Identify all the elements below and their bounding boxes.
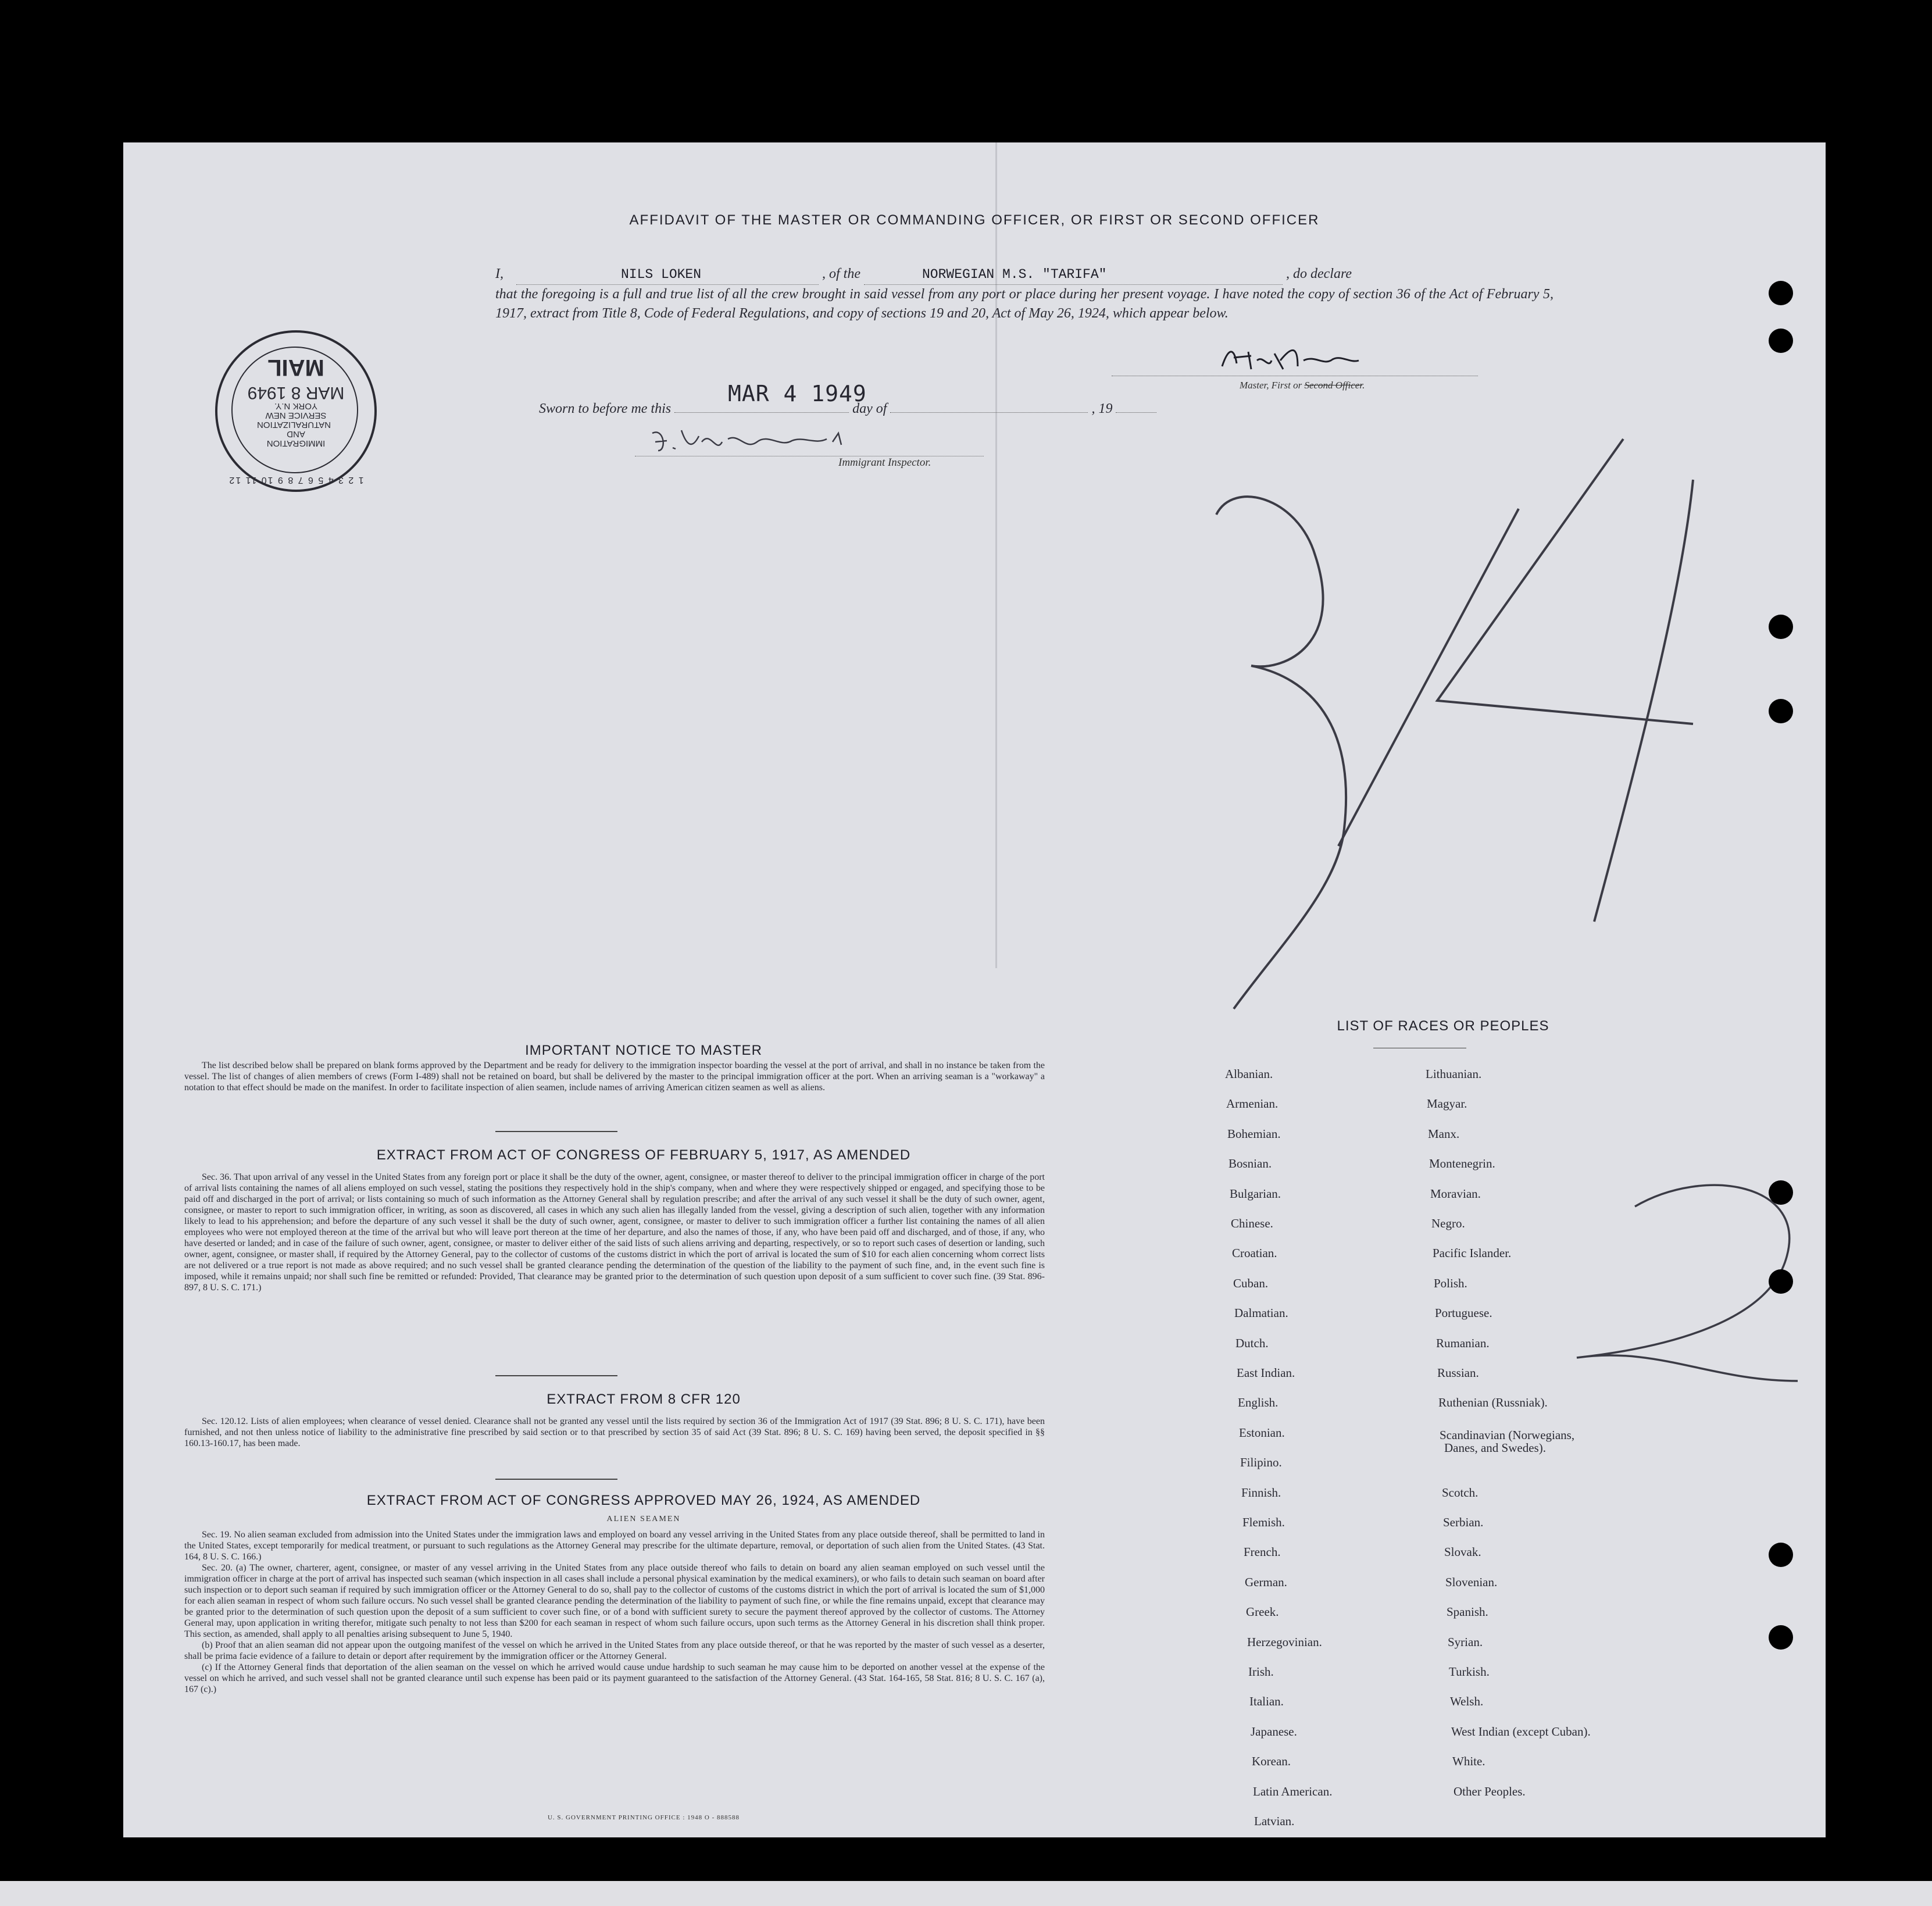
extract-1917-text: Sec. 36. That upon arrival of any vessel in the United States from any foreign port or place it shall be the duty of the owner, agent, consignee, or master thereof to deliver to the principal immigration officer in charge of the port of arrival lists containing the names of all aliens employed on such vessel, stating the positions they respectively hold in the ship's company, when and where they were respectively shipped or engaged, and specifying those to be paid off and discharged in the port of arrival; or lists containing so much of such information as the Attorney General shall by regulation prescribe; and after the arrival of any such vessel it shall be the duty of such owner, agent, consignee, or master to report to such immigration officer, in writing, as soon as discovered, all cases in which any such alien has illegally landed from the vessel, giving a description of such alien, together with any information likely to lead to his apprehension; and before the departure of any such vessel it shall be the duty of such owner, agent, consignee, or master to deliver to such immigration officer a further list containing the names of all alien employees who were not employed thereon at the time of the arrival but who will leave port thereon at the time of her departure, and also the names of those, if any, who have been paid off and discharged, and of those, if any, who have deserted or landed; and in case of the failure of such owner, agent, consignee, or master to deliver either of the said lists of such aliens arriving and departing, respectively, or so to report such cases of desertion or landing, such owner, agent, consignee, or master shall, if required by the Attorney General, pay to the collector of customs of the customs district in which the port of arrival is located the sum of $10 for each alien concerning whom correct lists are not delivered or a true report is not made as above required; and no such vessel shall be granted clearance pending the determination of the question of the liability to the payment of such fine, and, in the event such fine is imposed, while it remains unpaid; nor shall such fine be remitted or refunded: Provided, That clearance may be granted prior to the determination of such question upon deposit of a sum sufficient to cover such fine. (39 Stat. 896-897, 8 U. S. C. 171.) bbox=[184, 1172, 1045, 1293]
race-item: Croatian. bbox=[1232, 1246, 1277, 1261]
section-20c: (c) If the Attorney General finds that deportation of the alien seaman on the vessel on which he arrived would cause undue hardship to such seaman he may cause him to be deported on another vessel at the expense of the vessel on which he arrived, and such vessel shall not be granted clearance until such expense has been paid or its payment guaranteed to the satisfaction of the Attorney General. (43 Stat. 164-165, 58 Stat. 816; 8 U. S. C. 167 (a), 167 (c).) bbox=[184, 1662, 1045, 1694]
scanner-bottom-band bbox=[0, 1881, 1932, 1906]
race-item: Portuguese. bbox=[1435, 1306, 1492, 1320]
race-item: Latin American. bbox=[1253, 1784, 1333, 1798]
punch-hole bbox=[1769, 699, 1793, 723]
race-item: Chinese. bbox=[1231, 1216, 1273, 1230]
race-item: Italian. bbox=[1249, 1694, 1284, 1709]
race-item: Flemish. bbox=[1242, 1515, 1285, 1529]
race-item: Scandinavian (Norwegians, bbox=[1440, 1427, 1575, 1442]
race-item: Pacific Islander. bbox=[1433, 1246, 1512, 1261]
signature-line bbox=[1112, 375, 1478, 376]
declaration-of-the: , of the bbox=[822, 266, 860, 281]
race-item: Scotch. bbox=[1442, 1485, 1479, 1500]
race-item: Bosnian. bbox=[1229, 1157, 1272, 1171]
sworn-day-of: day of bbox=[852, 401, 887, 416]
race-item: Turkish. bbox=[1449, 1665, 1490, 1679]
race-item: Manx. bbox=[1428, 1126, 1460, 1141]
punch-hole bbox=[1769, 329, 1793, 353]
races-title: LIST OF RACES OR PEOPLES bbox=[1337, 1018, 1549, 1034]
declaration-paragraph bbox=[495, 265, 1554, 323]
punch-hole bbox=[1769, 1269, 1793, 1294]
race-item: Korean. bbox=[1252, 1754, 1291, 1769]
punch-hole bbox=[1769, 615, 1793, 639]
section-19: Sec. 19. No alien seaman excluded from admission into the United States under the immigration laws and employed on board any vessel arriving in the United States from any place outside thereof, shall be permitted to land in the United States, except temporarily for medical treatment, or pursuant to such regulations as the Attorney General may prescribe for the ultimate departure, removal, or deportation of such alien from the United States. (43 Stat. 164, 8 U. S. C. 166.) bbox=[184, 1530, 1045, 1562]
inspector-caption: Immigrant Inspector. bbox=[838, 456, 931, 469]
race-item: Syrian. bbox=[1448, 1634, 1483, 1649]
race-item: Herzegovinian. bbox=[1247, 1634, 1322, 1649]
race-item: Armenian. bbox=[1226, 1097, 1279, 1111]
sworn-prefix: Sworn to before me this bbox=[539, 401, 672, 416]
race-item: Dutch. bbox=[1235, 1336, 1269, 1350]
inspector-line bbox=[635, 455, 984, 456]
race-item: West Indian (except Cuban). bbox=[1451, 1724, 1591, 1739]
race-item: Montenegrin. bbox=[1429, 1157, 1495, 1171]
race-item: Finnish. bbox=[1241, 1485, 1281, 1500]
race-item: Slovenian. bbox=[1445, 1575, 1498, 1589]
divider bbox=[495, 1131, 617, 1132]
signature-caption: Master, First or Second Officer. bbox=[1240, 380, 1365, 391]
section-20b: (b) Proof that an alien seaman did not appear upon the outgoing manifest of the vessel on which he arrived in the United States from any place outside thereof, or that he was reported by the master of such vessel as a deserter, shall be prima facie evidence of a failure to detain or deport after requirement by the immigration officer or the Attorney General. bbox=[184, 1640, 1045, 1661]
race-item: Polish. bbox=[1434, 1276, 1467, 1290]
vessel-name: NORWEGIAN M.S. "TARIFA" bbox=[922, 267, 1107, 282]
master-signature bbox=[1216, 343, 1391, 378]
race-item: Japanese. bbox=[1251, 1724, 1297, 1739]
extract-1924-body bbox=[184, 1529, 1045, 1695]
race-item: French. bbox=[1244, 1545, 1281, 1559]
notice-title: IMPORTANT NOTICE TO MASTER bbox=[525, 1043, 762, 1058]
race-item: Other Peoples. bbox=[1454, 1784, 1526, 1798]
handwritten-mark bbox=[1460, 1172, 1809, 1393]
race-item: Slovak. bbox=[1444, 1545, 1481, 1559]
race-item: Cuban. bbox=[1233, 1276, 1269, 1290]
punch-hole bbox=[1769, 1625, 1793, 1650]
inspector-signature bbox=[647, 424, 949, 459]
sworn-year: , 19 bbox=[1091, 401, 1113, 416]
race-item: Danes, and Swedes). bbox=[1444, 1440, 1546, 1455]
section-20a: Sec. 20. (a) The owner, charterer, agent, consignee, or master of any vessel arriving in the United States from any place outside thereof who fails to detain on board any alien seaman employed on such vessel until the immigration officer in charge at the port of arrival has inspected such seaman (which inspection in all cases shall include a personal physical examination by the medical examiners), or who fails to detain such seaman on board after such inspection or to deport such seaman if required by such immigration officer or the Attorney General to do so, shall pay to the collector of customs of the customs district in which the port of arrival is located the sum of $1,000 for each alien seaman in respect of whom such failure occurs. No such vessel shall be granted clearance pending the determination of the liability to payment of such fine, or while the fine remains unpaid, except that clearance may be granted prior to the determination of such question upon the deposit of a sum sufficient to cover such fine, or of a bond with sufficient surety to secure the payment thereof approved by the collector of customs. The Attorney General may, upon application in writing therefor, mitigate such penalty to not less than $200 for each seaman in respect of whom such failure occurs, upon such terms as the Attorney General in his discretion shall think proper. This section, as amended, shall apply to all penalties arising subsequent to June 5, 1940. bbox=[184, 1563, 1045, 1639]
race-item: Russian. bbox=[1437, 1366, 1479, 1380]
master-name: NILS LOKEN bbox=[621, 267, 702, 282]
race-item: Greek. bbox=[1246, 1605, 1279, 1619]
race-item: Welsh. bbox=[1450, 1694, 1484, 1709]
race-item: East Indian. bbox=[1237, 1366, 1295, 1380]
race-item: German. bbox=[1245, 1575, 1287, 1589]
race-item: Irish. bbox=[1248, 1665, 1274, 1679]
race-item: Latvian. bbox=[1254, 1814, 1295, 1828]
race-item: Filipino. bbox=[1240, 1455, 1282, 1470]
affidavit-title: AFFIDAVIT OF THE MASTER OR COMMANDING OFFICER, OR FIRST OR SECOND OFFICER bbox=[629, 212, 1320, 228]
race-item: English. bbox=[1238, 1395, 1279, 1410]
handwritten-page-number bbox=[1112, 422, 1705, 1090]
race-item: White. bbox=[1452, 1754, 1485, 1769]
race-item: Albanian. bbox=[1225, 1067, 1273, 1081]
race-item: Negro. bbox=[1431, 1216, 1465, 1230]
extract-cfr-title: EXTRACT FROM 8 CFR 120 bbox=[547, 1391, 741, 1407]
extract-1924-title: EXTRACT FROM ACT OF CONGRESS APPROVED MAY 26, 1924, AS AMENDED bbox=[366, 1493, 921, 1508]
declaration-i-label: I, bbox=[495, 266, 503, 281]
race-item: Serbian. bbox=[1443, 1515, 1484, 1529]
declaration-body: that the foregoing is a full and true list of all the crew brought in said vessel from any port or place during her present voyage. I have noted the copy of section 36 of the Act of February 5, 1917, extract from Title 8, Code of Federal Regulations, and copy of sections 19 and 20, Act of May 26, 1924, which appear below. bbox=[495, 287, 1554, 321]
race-item: Rumanian. bbox=[1436, 1336, 1490, 1350]
race-item: Estonian. bbox=[1239, 1425, 1285, 1440]
divider bbox=[495, 1375, 617, 1376]
race-item: Bohemian. bbox=[1227, 1126, 1281, 1141]
mail-received-seal: MAIL MAR 8 1949 IMMIGRATION AND NATURALIZATION SERVICE NEW YORK N.Y. 1 2 3 4 5 6 7 8 9 10 11 12 bbox=[215, 330, 377, 492]
notice-text: The list described below shall be prepared on blank forms approved by the Department and be ready for delivery to the immigration inspector boarding the vessel at the port of arrival, and shall in no instance be taken from the vessel. The list of changes of alien members of crews (Form I-489) shall not be retained on board, but shall be delivered by the master to the principal immigration officer at the port. When an arriving seaman is a "workaway" a notation to that effect should be made on the manifest. In order to facilitate inspection of alien seamen, include names of arriving American citizen seamen as well as aliens. bbox=[184, 1061, 1045, 1093]
race-item: Magyar. bbox=[1427, 1097, 1467, 1111]
punch-hole bbox=[1769, 1543, 1793, 1567]
punch-hole bbox=[1769, 1180, 1793, 1205]
race-item: Dalmatian. bbox=[1234, 1306, 1288, 1320]
race-item: Bulgarian. bbox=[1230, 1186, 1281, 1201]
printing-office-line: U. S. GOVERNMENT PRINTING OFFICE : 1948 O - 888588 bbox=[547, 1814, 740, 1821]
race-item: Ruthenian (Russniak). bbox=[1438, 1395, 1548, 1410]
extract-1924-subtitle: ALIEN SEAMEN bbox=[606, 1515, 681, 1523]
extract-cfr-text: Sec. 120.12. Lists of alien employees; when clearance of vessel denied. Clearance shall not be granted any vessel until the lists required by section 36 of the Immigration Act of 1917 (39 Stat. 896; 8 U. S. C. 171), have been furnished, and not then unless notice of liability to the administrative fine prescribed by said section or to that prescribed by section 35 of said Act (39 Stat. 896; 8 U. S. C. 169) having been served, the deposit specified in §§ 160.13-160.17, has been made. bbox=[184, 1416, 1045, 1448]
document-page bbox=[123, 142, 1826, 1837]
stamped-date: MAR 4 1949 bbox=[728, 381, 867, 406]
extract-1917-title: EXTRACT FROM ACT OF CONGRESS OF FEBRUARY 5, 1917, AS AMENDED bbox=[376, 1147, 911, 1163]
divider bbox=[495, 1479, 617, 1480]
punch-hole bbox=[1769, 281, 1793, 305]
race-item: Spanish. bbox=[1447, 1605, 1488, 1619]
declaration-do-declare: , do declare bbox=[1286, 266, 1352, 281]
race-item: Lithuanian. bbox=[1426, 1067, 1482, 1081]
race-item: Moravian. bbox=[1430, 1186, 1481, 1201]
